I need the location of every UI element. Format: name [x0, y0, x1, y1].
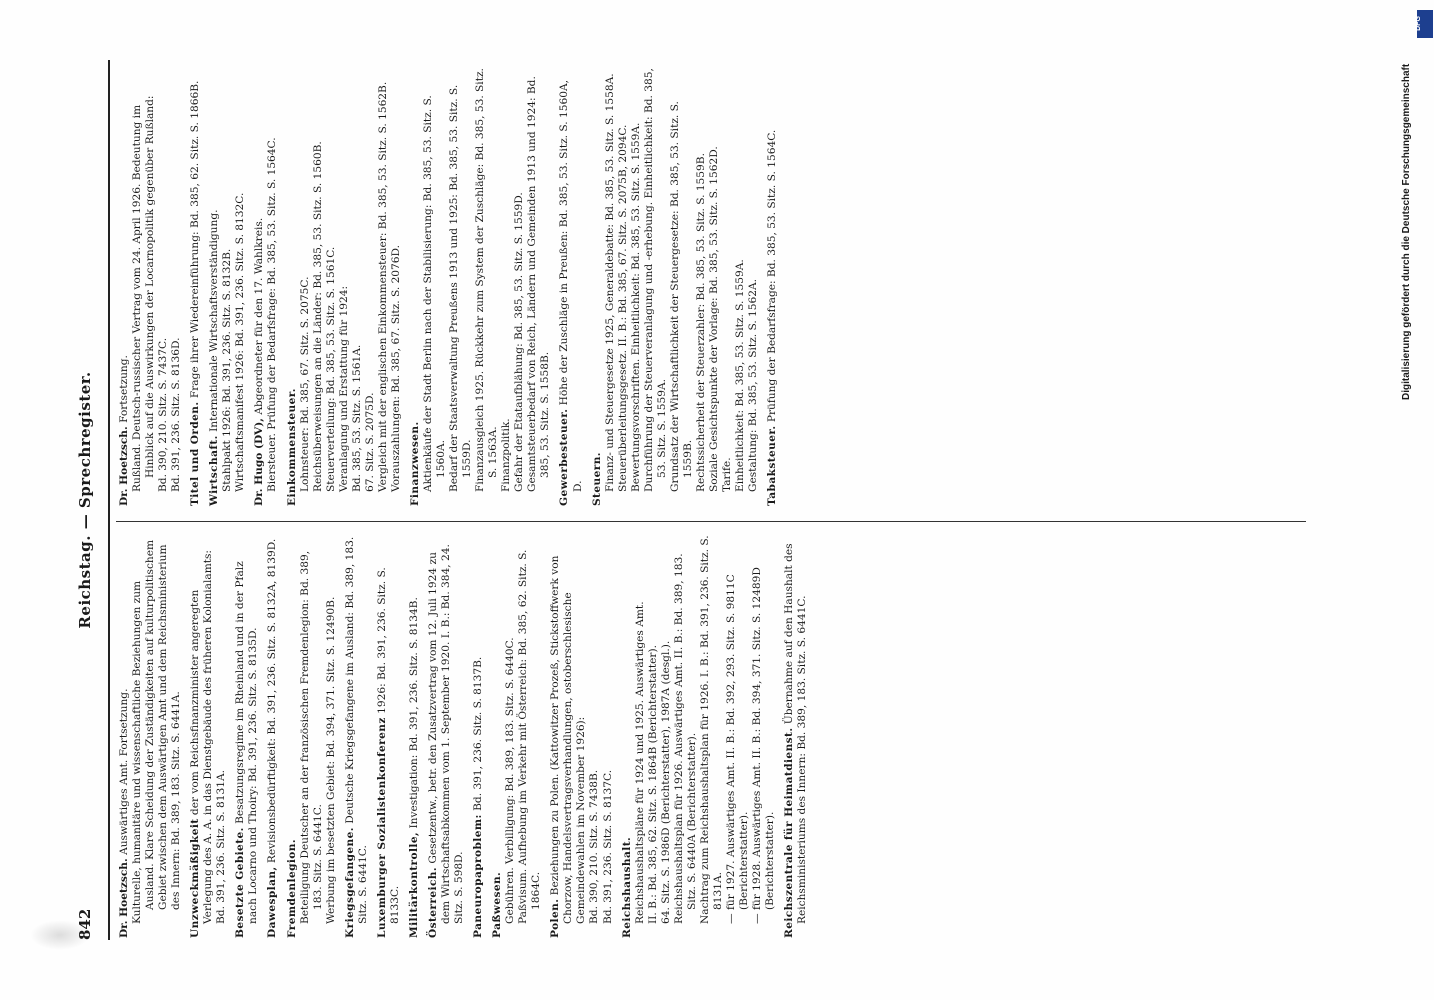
entry-heading — [376, 534, 402, 938]
entry-heading — [234, 534, 260, 938]
subject-term: Militärkontrolle, — [407, 831, 420, 938]
entry-heading — [591, 66, 604, 506]
register-entry — [408, 534, 421, 938]
page-title: Reichstag. — Sprechregister. — [76, 371, 94, 629]
entry-subline: Nachtrag zum Reichshaushaltsplan für 1926. I. B.: Bd. 391, 236. Sitz. S. 8131A. — [698, 535, 724, 924]
entry-subline: Gestaltung: Bd. 385, 53. Sitz. S. 1562A. — [747, 278, 760, 492]
entry-subline: Bd. 390, 210. Sitz. S. 7437C. — [157, 337, 170, 492]
entry-subline: Tarife. — [721, 457, 734, 492]
subject-term: Gewerbesteuer. — [558, 408, 571, 506]
subject-term: Paneuropaproblem: — [472, 814, 485, 938]
entry-heading — [266, 534, 279, 938]
register-entry — [783, 534, 809, 938]
entry-heading — [491, 534, 504, 938]
register-entry — [472, 534, 485, 938]
register-entry — [409, 66, 553, 506]
entry-subline: Veranlagung und Erstattung für 1924: — [337, 285, 350, 492]
column-divider — [116, 521, 1306, 522]
speaker-name: Dr. Hoetzsch. — [118, 858, 130, 938]
register-entry — [427, 534, 466, 938]
entry-heading — [344, 534, 370, 938]
entry-subline: Bd. 391, 236. Sitz. S. 8136D. — [170, 337, 183, 492]
register-entry — [253, 66, 279, 506]
entry-subline: Rechtssicherheit der Steuerzahler: Bd. 385, 53. Sitz. S. 1559B. — [694, 153, 707, 492]
register-entry — [286, 534, 338, 938]
entry-subline: Vergleich mit der englischen Einkommensteuer: Bd. 385, 53. Sitz. S. 1562B. — [376, 81, 389, 492]
entry-text: Fortsetzung. — [118, 355, 130, 423]
entry-heading — [208, 66, 221, 506]
register-entry — [118, 534, 183, 938]
register-entry — [558, 66, 584, 506]
entry-heading — [558, 66, 584, 506]
entry-subline: Steuerverteilung: Bd. 385, 53. Sitz. S. 1561C. — [324, 246, 337, 492]
entry-subline: Bd. 391, 236. Sitz. S. 8137C. — [601, 769, 614, 924]
subject-term: Österreich. — [426, 867, 439, 938]
entry-heading — [408, 534, 421, 938]
entry-text: Revisionsbedürftigkeit: Bd. 391, 236. Sitz. S. 8132A, 8139D. — [266, 538, 279, 864]
entry-text: 1926: Bd. 391, 236. Sitz. S. 8133C. — [375, 567, 401, 924]
entry-text: Höhe der Zuschläge in Preußen: Bd. 385, 53. Sitz. S. 1560A, D. — [558, 80, 584, 492]
entry-subline: Bd. 390, 210. Sitz. S. 7438B. — [588, 769, 601, 924]
entry-heading — [118, 534, 131, 938]
register-entry — [766, 66, 779, 506]
register-entry — [189, 534, 228, 938]
register-entry — [491, 534, 543, 938]
entry-subline: 67. Sitz. S. 2075D. — [363, 392, 376, 492]
entry-subline: Wirtschaftsmanifest 1926: Bd. 391, 236. Sitz. S. 8132C. — [234, 192, 247, 492]
entry-subline: Paßvisum. Aufhebung im Verkehr mit Österreich: Bd. 385, 62. Sitz. S. 1864C. — [517, 549, 543, 924]
subject-term: Paßwesen. — [491, 871, 504, 938]
entry-subline: Reichshaushaltspläne für 1924 und 1925. Auswärtiges Amt. — [633, 601, 646, 924]
digitization-note-text: Digitalisierung gefördert durch die Deutsche Forschungsgemeinschaft — [1401, 63, 1412, 400]
entry-subline: Bedarf der Staatsverwaltung Preußens 1913 und 1925: Bd. 385, 53. Sitz. S. 1559D. — [448, 84, 474, 492]
register-entry — [118, 66, 183, 506]
entry-heading — [783, 534, 809, 938]
entry-subline: Grundsatz der Wirtschaftlichkeit der Steuergesetze: Bd. 385, 53. Sitz. S. 1559B. — [668, 101, 694, 492]
register-entry — [621, 534, 778, 938]
entry-heading — [253, 66, 266, 506]
entry-text: Beziehungen zu Polen. (Kattowitzer Prozeß, Stickstoffwerk von Chorzow, Handelsvertragsverhandlungen, ostoberschlesische Gemeindewahlen im November 1926): — [549, 555, 588, 924]
entry-subline: Gesamtsteuerbedarf von Reich, Ländern und Gemeinden 1913 und 1924: Bd. 385, 53. Sitz. S. 1558B. — [526, 76, 552, 492]
entry-heading — [286, 66, 299, 506]
entry-subline: Finanzpolitik. — [500, 418, 513, 492]
entry-text: Abgeordneter für den 17. Wahlkreis. — [253, 217, 266, 415]
speaker-name: Dr. Hugo (DV), — [253, 418, 266, 506]
entry-text: Deutsche Kriegsgefangene im Ausland: Bd. 389, 183. Sitz. S. 6441C. — [343, 536, 369, 924]
subject-term: Kriegsgefangene. — [343, 827, 356, 938]
subject-term: Besetzte Gebiete. — [234, 827, 247, 938]
entry-heading — [286, 534, 299, 938]
header-rule — [108, 60, 110, 940]
right-column — [118, 66, 785, 506]
dfg-logo — [1414, 10, 1433, 38]
entry-heading — [427, 534, 466, 938]
entry-heading — [118, 66, 131, 506]
entry-subline: Bd. 385, 53. Sitz. S. 1561A. — [350, 344, 363, 492]
entry-subline: — für 1928. Auswärtiges Amt. II. B.: Bd. 394, 371. Sitz. S. 12489D (Berichterstatter). — [751, 567, 777, 924]
speaker-name: Dr. Hoetzsch. — [118, 426, 130, 506]
entry-heading — [621, 534, 634, 938]
entry-subline: Durchführung der Steuerveranlagung und -erhebung. Einheitlichkeit: Bd. 385, 53. Sitz. S. 1559A. — [642, 68, 668, 492]
subject-term: Steuern. — [590, 452, 603, 506]
entry-subline: Gefahr der Etataufblähung: Bd. 385, 53. Sitz. S. 1559D. — [513, 192, 526, 492]
register-entry — [344, 534, 370, 938]
register-entry — [266, 534, 279, 938]
entry-subline: Reichsüberweisungen an die Länder: Bd. 385, 53. Sitz. S. 1560B. — [311, 141, 324, 492]
subject-term: Luxemburger Sozialistenkonferenz — [375, 717, 388, 938]
entry-text: Übernahme auf den Haushalt des Reichsministeriums des Innern: Bd. 389, 183. Sitz. S. 6441C. — [783, 543, 809, 924]
entry-heading — [189, 66, 202, 506]
entry-heading — [189, 534, 228, 938]
digitization-note — [1400, 20, 1414, 400]
register-entry — [286, 66, 403, 506]
entry-text: Investigation: Bd. 391, 236. Sitz. S. 8134B. — [407, 597, 420, 829]
register-entry — [549, 534, 614, 938]
left-column — [118, 534, 815, 938]
register-entry — [189, 66, 202, 506]
entry-text: Frage ihrer Wiedereinführung: Bd. 385, 62. Sitz. S. 1866B. — [189, 80, 202, 399]
entry-subline: Stahlpakt 1926: Bd. 391, 236. Sitz. S. 8132B. — [221, 248, 234, 492]
entry-subline: Reichshaushaltsplan für 1926. Auswärtiges Amt. II. B.: Bd. 389, 183. Sitz. S. 6440A (Berichterstatter). — [672, 553, 698, 924]
entry-subline: Bewertungsvorschriften. Einheitlichkeit: Bd. 385, 53. Sitz. S. 1559A. — [629, 122, 642, 492]
entry-subline: Einheitlichkeit: Bd. 385, 53. Sitz. S. 1559A. — [734, 259, 747, 492]
entry-subline: Soziale Gesichtspunkte der Vorlage: Bd. 385, 53. Sitz. S. 1562D. — [707, 146, 720, 492]
entry-text: Besatzungsregime im Rheinland und in der Pfalz nach Locarno und Thoiry: Bd. 391, 236. Sitz. S. 8135D. — [234, 561, 260, 924]
entry-heading — [549, 534, 588, 938]
entry-text: Gesetzentw., betr. den Zusatzvertrag vom 12. Juli 1924 zu dem Wirtschaftsabkommen vom 1. September 1920. I. B.: Bd. 384, 24. Sitz. S. 598D. — [426, 544, 466, 924]
entry-subline: Rußland. Deutsch-russischer Vertrag vom 24. April 1926. Bedeutung im Hinblick auf die Auswirkungen der Locarnopolitik gegenüber Rußland: — [131, 95, 157, 492]
subject-term: Fremdenlegion. — [285, 839, 298, 938]
entry-subline: Beteiligung Deutscher an der französischen Fremdenlegion: Bd. 389, 183. Sitz. S. 6441C. — [298, 550, 324, 924]
entry-subline: Werbung im besetzten Gebiet: Bd. 394, 371. Sitz. S. 12490B. — [324, 596, 337, 924]
entry-text: Bd. 391, 236. Sitz. S. 8137B. — [472, 656, 485, 811]
register-entry — [208, 66, 247, 506]
subject-term: Reichshaushalt. — [620, 836, 633, 938]
subject-term: Titel und Orden. — [189, 401, 202, 506]
entry-text: Prüfung der Bedarfsfrage: Bd. 385, 53. Sitz. S. 1564C. — [766, 129, 779, 423]
entry-subline: Kulturelle, humanitäre und wissenschaftliche Beziehungen zum Ausland. Klare Scheidung der Zuständigkeiten auf kulturpolitischem Gebiet zwischen dem Auswärtigen Amt und dem Reichsministerium des Innern: Bd. 389, 183. Sitz. S. 6441A. — [131, 539, 183, 924]
subject-term: Reichszentrale für Heimatdienst. — [783, 727, 796, 938]
entry-subline: II. B.: Bd. 385, 62. Sitz. S. 1864B (Berichterstatter). — [646, 645, 659, 924]
subject-term: Dawesplan, — [266, 866, 279, 938]
page-header — [70, 60, 104, 940]
entry-subline: Gebühren. Verbilligung: Bd. 389, 183. Sitz. S. 6440C. — [504, 637, 517, 924]
entry-subline: Finanz- und Steuergesetze 1925, Generaldebatte: Bd. 385, 53. Sitz. S. 1558A. — [603, 73, 616, 492]
register-page — [70, 60, 1315, 940]
dfg-logo-text: DFG — [1414, 16, 1422, 31]
entry-subline: Steuerüberleitungsgesetz. II. B.: Bd. 385, 67. Sitz. S. 2075B, 2094C. — [616, 124, 629, 492]
subject-term: Tabaksteuer. — [766, 425, 779, 506]
entry-subline: 64. Sitz. S. 1986D (Berichterstatter), 1987A (desgl.). — [659, 640, 672, 924]
entry-subline: Vorauszahlungen: Bd. 385, 67. Sitz. S. 2076D. — [389, 244, 402, 492]
entry-heading — [766, 66, 779, 506]
entry-text: der vom Reichsfinanzminister angeregten Verlegung des A. A. in das Dienstgebäude des früheren Kolonialamts: Bd. 391, 236. Sitz. S. 8131A. — [189, 550, 228, 924]
subject-term: Unzweckmäßigkeit — [189, 818, 202, 938]
subject-term: Wirtschaft. — [208, 435, 221, 506]
subject-term: Finanzwesen. — [408, 421, 421, 506]
entry-text: Auswärtiges Amt. Fortsetzung. — [118, 688, 130, 855]
entry-subline: — für 1927. Auswärtiges Amt. II. B.: Bd. 392, 293. Sitz. S. 9811C (Berichterstatter). — [724, 574, 750, 924]
entry-subline: Lohnsteuer: Bd. 385, 67. Sitz. S. 2075C. — [298, 276, 311, 492]
entry-text: Internationale Wirtschaftsverständigung. — [208, 209, 221, 432]
subject-term: Polen. — [549, 898, 562, 938]
register-entry — [591, 66, 761, 506]
page-number: 842 — [76, 908, 94, 940]
entry-heading — [472, 534, 485, 938]
register-entry — [376, 534, 402, 938]
subject-term: Einkommensteuer. — [285, 388, 298, 506]
entry-subline: Finanzausgleich 1925. Rückkehr zum System der Zuschläge: Bd. 385, 53. Sitz. S. 1563A. — [474, 68, 500, 492]
entry-subline: Aktienkäufe der Stadt Berlin nach der Stabilisierung: Bd. 385, 53. Sitz. S. 1560A. — [421, 95, 448, 492]
register-entry — [234, 534, 260, 938]
entry-heading — [409, 66, 422, 506]
entry-subline: Biersteuer. Prüfung der Bedarfsfrage: Bd. 385, 53. Sitz. S. 1564C. — [266, 137, 279, 492]
